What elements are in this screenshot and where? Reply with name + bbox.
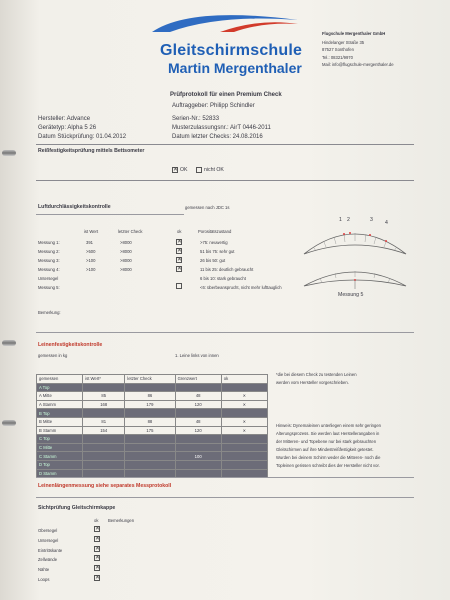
school-name-line1: Gleitschirmschule: [160, 42, 303, 59]
line-ok-cell[interactable]: [221, 443, 267, 452]
measure-last: >8000: [120, 258, 132, 263]
line-name-cell: B Top: [37, 409, 83, 418]
table-row: [37, 383, 268, 392]
visual-item-label: Loops: [38, 577, 50, 582]
table-row: [37, 460, 268, 469]
hint-line: der Mitteren- und Topebene nur bei stark gebrauchten: [276, 439, 377, 444]
line-value-cell: [175, 435, 221, 444]
divider: [36, 180, 414, 181]
line-value-cell: [125, 460, 175, 469]
line-value-cell: 100: [175, 452, 221, 461]
line-ok-cell[interactable]: [221, 435, 267, 444]
line-name-cell: C Stamm: [37, 452, 83, 461]
line-name-cell: A Stamm: [37, 400, 83, 409]
line-value-cell: 48: [175, 392, 221, 401]
table-row: [37, 417, 268, 426]
line-value-cell: [125, 435, 175, 444]
table-row: [37, 426, 268, 435]
col-ok: ok: [177, 229, 182, 234]
binder-ring: [2, 150, 16, 156]
line-ok-cell[interactable]: [221, 452, 267, 461]
line-ok-cell[interactable]: ✕: [221, 400, 267, 409]
tear-test-title: Reißfestigkeitsprüfung mittels Bettsometer: [38, 148, 145, 154]
line-footnote: *die bei diesem Check zu testenden Leinen: [276, 372, 357, 377]
table-row: [37, 392, 268, 401]
last-check-date: Datum letzter Checks: 24.08.2016: [172, 134, 263, 140]
line-value-cell: 81: [83, 417, 125, 426]
line-value-cell: [125, 443, 175, 452]
col-porosity: Porositätszustand: [198, 229, 232, 234]
line-footnote: werden vom Hersteller vorgeschrieben.: [276, 380, 349, 385]
line-ok-cell[interactable]: [221, 460, 267, 469]
tear-ok-checkbox[interactable]: ✕: [173, 167, 179, 173]
line-value-cell: 120: [175, 426, 221, 435]
measure-label: Messung 2:: [38, 249, 60, 254]
line-value-cell: 86: [125, 392, 175, 401]
divider: [36, 214, 184, 215]
line-ok-cell[interactable]: [221, 383, 267, 392]
air-measure-method: gemessen nach JDC 1s: [185, 205, 230, 210]
line-strength-title: Leinenfestigkeitskontrolle: [38, 342, 103, 348]
line-value-cell: 85: [83, 392, 125, 401]
divider: [36, 477, 414, 478]
line-value-cell: [83, 460, 125, 469]
measure-ok-checkbox[interactable]: ✕: [177, 239, 183, 245]
tear-notok-checkbox[interactable]: [196, 167, 202, 173]
table-row: [37, 435, 268, 444]
divider: [36, 332, 414, 333]
header-cell: ist Wert*: [83, 375, 125, 384]
visual-item-label: Eintrittskante: [38, 548, 63, 553]
manufacturer: Hersteller: Advance: [38, 116, 91, 122]
line-ok-cell[interactable]: ✕: [221, 392, 267, 401]
header-cell: ok: [221, 375, 267, 384]
visual-col-ok: ok: [94, 518, 99, 523]
line-name-cell: D Stamm: [37, 469, 83, 478]
line-name-cell: A Top: [37, 383, 83, 392]
measure-last: >8000: [120, 240, 132, 245]
header-cell: Grenzwert: [175, 375, 221, 384]
address-line: Tel.: 08321/9970: [322, 55, 353, 60]
porosity-item: 6 bis 10: stark gebraucht: [200, 276, 246, 281]
line-value-cell: 88: [125, 417, 175, 426]
porosity-item: 11 bis 25: deutlich gebraucht: [200, 267, 254, 272]
line-value-cell: 120: [175, 400, 221, 409]
line-value-cell: [125, 409, 175, 418]
header-cell: letzter Check: [125, 375, 175, 384]
measure-actual: >100: [86, 258, 96, 263]
visual-item-label: Nähte: [38, 567, 50, 572]
wing-bottom-view: [300, 262, 410, 292]
wing-number: 4: [385, 220, 388, 226]
divider: [36, 497, 414, 498]
line-value-cell: 154: [83, 426, 125, 435]
line-value-cell: [83, 435, 125, 444]
wing-number: 2: [347, 217, 350, 223]
protocol-title: Prüfprotokoll für einen Premium Check: [170, 92, 282, 98]
visual-item-label: Obersegel: [38, 528, 58, 533]
line-value-cell: [175, 383, 221, 392]
measure-label: Messung 1:: [38, 240, 60, 245]
line-name-cell: B Stamm: [37, 426, 83, 435]
table-row: [37, 409, 268, 418]
line-note: 1. Leine links von innen: [175, 353, 219, 358]
measure-ok-checkbox[interactable]: ✕: [177, 266, 183, 272]
remarks-label: Bemerkung:: [38, 310, 61, 315]
hint-line: Wurden bei deinem Schirm weder die Mitteren- noch die: [276, 455, 381, 460]
divider: [36, 144, 414, 145]
line-value-cell: 168: [83, 400, 125, 409]
line-name-cell: D Top: [37, 460, 83, 469]
porosity-item: >75: neuwertig: [200, 240, 228, 245]
measure-ok-checkbox[interactable]: ✕: [177, 257, 183, 263]
measure-actual: >100: [86, 267, 96, 272]
wing-number: 3: [370, 217, 373, 223]
address-line: Mail: info@flugschule-mergenthaler.de: [322, 62, 394, 67]
measure-label: Messung 3:: [38, 258, 60, 263]
porosity-item: 26 bis 50: gut: [200, 258, 226, 263]
line-value-cell: 175: [125, 426, 175, 435]
measure-actual: 391: [86, 240, 93, 245]
measure-ok-checkbox[interactable]: [176, 283, 182, 289]
line-name-cell: C Mitte: [37, 443, 83, 452]
line-value-cell: 179: [125, 400, 175, 409]
line-name-cell: C Top: [37, 435, 83, 444]
binder-ring: [2, 340, 16, 346]
visual-col-remarks: Bemerkungen: [108, 518, 135, 523]
wing-top-view: [300, 220, 410, 260]
line-value-cell: [83, 409, 125, 418]
porosity-item: <6: überbeansprucht, nicht mehr lufttauglich: [200, 285, 282, 290]
visual-ok-checkbox[interactable]: ✕: [95, 526, 101, 532]
address-line: Hindelanger Straße 35: [322, 40, 365, 45]
tear-ok-label: OK: [180, 167, 188, 173]
line-value-cell: 48: [175, 417, 221, 426]
line-name-cell: B Mitte: [37, 417, 83, 426]
address-line: 87527 Sonthofen: [322, 47, 354, 52]
wing-number: 1: [339, 217, 342, 223]
table-row: [37, 443, 268, 452]
school-name-line2: Martin Mergenthaler: [168, 60, 302, 76]
serial-number: Serien-Nr.: 52833: [172, 116, 220, 122]
visual-ok-checkbox[interactable]: ✕: [95, 565, 101, 571]
tear-notok-label: nicht OK: [204, 167, 224, 173]
hint-line: Topleinen gerissen schreibt dies der Hersteller nicht vor.: [276, 463, 380, 468]
visual-ok-checkbox[interactable]: ✕: [95, 555, 101, 561]
line-ok-cell[interactable]: ✕: [221, 426, 267, 435]
measure-ok-checkbox[interactable]: ✕: [177, 248, 183, 254]
line-value-cell: [125, 452, 175, 461]
visual-item-label: Untersegel: [38, 538, 59, 543]
hint-line: Gleitschirmen auf ihre Mindestreißfestigkeit getestet.: [276, 447, 374, 452]
measure-actual: >500: [86, 249, 96, 254]
measure-last: >8000: [120, 267, 132, 272]
col-actual: ist Wert: [84, 229, 99, 234]
visual-ok-checkbox[interactable]: ✕: [95, 536, 101, 542]
measure-label: Untersegel: [38, 276, 59, 281]
line-strength-table: [36, 374, 268, 478]
line-value-cell: [83, 383, 125, 392]
visual-item-label: Zellwände: [38, 557, 58, 562]
piece-test-date: Datum Stückprüfung: 01.04.2012: [38, 134, 127, 140]
line-name-cell: A Mitte: [37, 392, 83, 401]
table-header-row: [37, 375, 268, 384]
header-cell: gemessen: [37, 375, 83, 384]
porosity-item: 51 bis 75: sehr gut: [200, 249, 235, 254]
measure-label: Messung 4:: [38, 267, 60, 272]
visual-ok-checkbox[interactable]: ✕: [95, 575, 101, 581]
line-unit: gemessen in kg: [38, 353, 68, 358]
line-value-cell: [175, 460, 221, 469]
device-type: Gerätetyp: Alpha 5 26: [38, 125, 97, 131]
client-name: Auftraggeber: Philipp Schindler: [172, 103, 255, 109]
line-ok-cell[interactable]: ✕: [221, 417, 267, 426]
line-value-cell: [83, 452, 125, 461]
approval-number: Musterzulassungsnr.: AirT 0446-2011: [172, 125, 271, 131]
table-row: [37, 452, 268, 461]
visual-check-title: Sichtprüfung Gleitschirmkappe: [38, 505, 116, 511]
line-value-cell: [175, 409, 221, 418]
wing-label: Messung 5: [338, 292, 364, 298]
address-title: Flugschule Mergenthaler GmbH: [322, 31, 386, 36]
hint-line: Alterungsprozess. Sie werden laut Herstellerangaben in: [276, 431, 380, 436]
table-row: [37, 400, 268, 409]
line-ok-cell[interactable]: [221, 409, 267, 418]
col-last: letzter Check: [118, 229, 143, 234]
visual-ok-checkbox[interactable]: ✕: [95, 546, 101, 552]
line-value-cell: [175, 443, 221, 452]
air-test-title: Luftdurchlässigkeitskontrolle: [38, 204, 111, 210]
binder-ring: [2, 420, 16, 426]
hint-line: Hinweis: Dynemaleinen unterliegen einem sehr geringen: [276, 423, 381, 428]
line-value-cell: [83, 443, 125, 452]
measure-label: Messung 5:: [38, 285, 60, 290]
measure-last: >8000: [120, 249, 132, 254]
line-value-cell: [125, 383, 175, 392]
line-length-note: Leinenlängenmessung siehe separates Messprotokoll: [38, 483, 172, 489]
